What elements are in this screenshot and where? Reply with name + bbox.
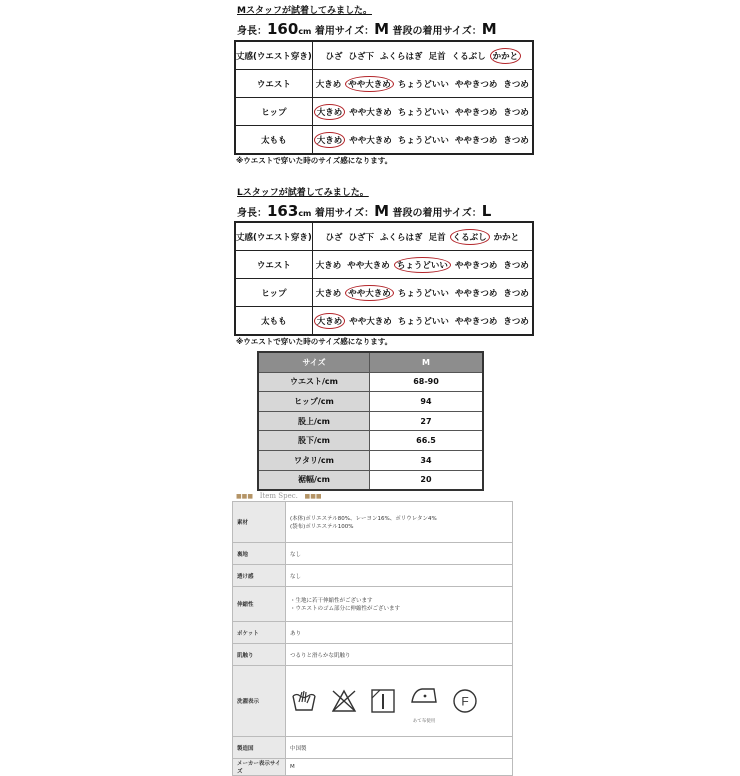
fit-row-label: 丈感(ウエスト穿き)	[235, 222, 312, 251]
fit-option: ややきつめ	[454, 79, 498, 90]
height-unit: cm	[298, 209, 312, 218]
fit-option: ちょうどいい	[397, 79, 449, 90]
size-row-value: 66.5	[370, 431, 484, 451]
fit-row-options	[312, 222, 533, 251]
fit-option: 足首	[428, 51, 446, 62]
size-header-cell: サイズ	[258, 352, 370, 372]
size-row	[258, 450, 483, 470]
fit-row-options	[312, 98, 533, 126]
fit-option: かかと	[493, 232, 520, 243]
fit-row	[235, 307, 533, 336]
fit-option: きつめ	[503, 107, 529, 118]
fit-option: ふくらはぎ	[380, 232, 423, 243]
size-row-value: 27	[370, 411, 484, 431]
spec-row	[233, 666, 513, 737]
size-row-label: ワタリ/cm	[258, 450, 370, 470]
fit-option-selected: 大きめ	[314, 104, 346, 120]
fit-option: きつめ	[503, 260, 529, 271]
spec-label: 製造国	[233, 737, 286, 759]
height-unit: cm	[298, 27, 312, 36]
fit-option: やや大きめ	[349, 107, 392, 118]
fit-option: ちょうどいい	[397, 107, 449, 118]
fit-row-options	[312, 126, 533, 155]
height-label: 身長：	[237, 208, 267, 219]
l-staff-stats	[237, 202, 491, 220]
fit-option: ふくらはぎ	[380, 51, 423, 62]
size-row	[258, 411, 483, 431]
spec-label: メーカー表示サイズ	[233, 759, 286, 776]
fit-option-selected: やや大きめ	[345, 76, 394, 92]
fit-row-label: ウエスト	[235, 70, 312, 98]
size-header-row	[258, 352, 483, 372]
fit-option: ややきつめ	[454, 135, 498, 146]
size-row-label: ウエスト/cm	[258, 372, 370, 392]
fit-option: 足首	[428, 232, 446, 243]
care-symbols	[290, 672, 508, 730]
spec-value: つるりと滑らかな肌触り	[286, 644, 513, 666]
usual-value: L	[481, 202, 492, 220]
spec-row	[233, 759, 513, 776]
spec-value: あり	[286, 622, 513, 644]
l-staff-fit-table	[234, 221, 534, 336]
iron-low-icon	[408, 684, 440, 706]
fit-row	[235, 222, 533, 251]
spec-row	[233, 502, 513, 543]
wear-label: 着用サイズ：	[314, 26, 375, 37]
fit-option: ひざ下	[348, 51, 375, 62]
fit-option-selected: 大きめ	[314, 313, 346, 329]
fit-row	[235, 98, 533, 126]
size-row	[258, 470, 483, 490]
size-row-label: 股下/cm	[258, 431, 370, 451]
care-caption: あて布使用	[412, 719, 436, 724]
fit-option-selected: かかと	[490, 48, 522, 64]
height-value: 163	[267, 202, 299, 220]
fit-option: 大きめ	[315, 260, 342, 271]
spec-row	[233, 587, 513, 622]
fit-option: やや大きめ	[349, 316, 392, 327]
fit-option: やや大きめ	[347, 260, 390, 271]
spec-row	[233, 565, 513, 587]
fit-row	[235, 126, 533, 155]
size-row-value: 20	[370, 470, 484, 490]
l-staff-heading: Lスタッフが試着してみました。	[237, 188, 369, 198]
spec-value: なし	[286, 565, 513, 587]
size-row	[258, 431, 483, 451]
spec-row	[233, 543, 513, 565]
fit-row-label: 太もも	[235, 126, 312, 155]
usual-label: 普段の着用サイズ：	[392, 26, 482, 37]
fit-option: ややきつめ	[454, 316, 498, 327]
spec-label: 肌触り	[233, 644, 286, 666]
spec-row	[233, 622, 513, 644]
no-bleach-icon	[330, 682, 358, 720]
fit-row-options	[312, 41, 533, 70]
size-row	[258, 392, 483, 412]
wear-label: 着用サイズ：	[314, 208, 375, 219]
spec-label: 伸縮性	[233, 587, 286, 622]
size-row-value: 94	[370, 392, 484, 412]
spec-label: 裏地	[233, 543, 286, 565]
fit-row-label: ウエスト	[235, 251, 312, 279]
fit-option: くるぶし	[451, 51, 486, 62]
height-label: 身長：	[237, 26, 267, 37]
fit-option: きつめ	[503, 79, 529, 90]
usual-value: M	[481, 20, 497, 38]
wear-value: M	[374, 202, 390, 220]
size-row-label: ヒップ/cm	[258, 392, 370, 412]
svg-text:F: F	[461, 694, 469, 709]
fit-option-selected: くるぶし	[450, 229, 490, 245]
spec-label: ポケット	[233, 622, 286, 644]
fit-row-label: ヒップ	[235, 98, 312, 126]
hand-wash-icon	[290, 682, 318, 720]
title-deco-icon: ■■■	[304, 493, 322, 500]
size-row-label: 股上/cm	[258, 411, 370, 431]
size-row	[258, 372, 483, 392]
spec-label: 素材	[233, 502, 286, 543]
spec-value: M	[286, 759, 513, 776]
fit-option: ややきつめ	[454, 260, 498, 271]
m-staff-note: ※ウエストで穿いた時のサイズ感になります。	[236, 156, 393, 165]
spec-value: ・生地に若干伸縮性がございます ・ウエストのゴム部分に伸縮性がございます	[286, 587, 513, 622]
size-table	[257, 351, 484, 491]
fit-option: ひざ	[325, 51, 343, 62]
fit-option: ひざ下	[348, 232, 375, 243]
fit-row	[235, 70, 533, 98]
spec-row	[233, 644, 513, 666]
fit-option-selected: やや大きめ	[345, 285, 394, 301]
m-staff-stats	[237, 20, 497, 38]
size-row-value: 34	[370, 450, 484, 470]
spec-value: なし	[286, 543, 513, 565]
fit-row-label: 丈感(ウエスト穿き)	[235, 41, 312, 70]
fit-row	[235, 41, 533, 70]
height-value: 160	[267, 20, 299, 38]
drip-dry-shade-icon	[370, 682, 396, 720]
fit-option: 大きめ	[315, 79, 342, 90]
m-staff-fit-table	[234, 40, 534, 155]
fit-option: ややきつめ	[454, 288, 498, 299]
fit-option: ややきつめ	[454, 107, 498, 118]
item-spec-label: Item Spec.	[259, 492, 298, 500]
m-staff-heading: Mスタッフが試着してみました。	[237, 6, 372, 16]
fit-option: きつめ	[503, 135, 529, 146]
item-spec-table	[232, 501, 513, 776]
fit-row-label: 太もも	[235, 307, 312, 336]
fit-option-selected: ちょうどいい	[394, 257, 451, 273]
size-row-label: 裾幅/cm	[258, 470, 370, 490]
fit-row	[235, 279, 533, 307]
item-spec-title	[236, 492, 322, 500]
fit-option: ちょうどいい	[397, 288, 449, 299]
spec-label: 透け感	[233, 565, 286, 587]
spec-value	[286, 666, 513, 737]
fit-row	[235, 251, 533, 279]
usual-label: 普段の着用サイズ：	[392, 208, 482, 219]
fit-option: ちょうどいい	[397, 316, 449, 327]
iron-low-group	[408, 672, 440, 730]
fit-row-options	[312, 251, 533, 279]
fit-row-options	[312, 279, 533, 307]
dry-clean-f-icon	[452, 682, 478, 720]
fit-option: ひざ	[325, 232, 343, 243]
fit-option: やや大きめ	[349, 135, 392, 146]
fit-option-selected: 大きめ	[314, 132, 346, 148]
fit-option: 大きめ	[315, 288, 342, 299]
wear-value: M	[374, 20, 390, 38]
fit-option: きつめ	[503, 316, 529, 327]
fit-option: きつめ	[503, 288, 529, 299]
fit-row-options	[312, 70, 533, 98]
fit-row-options	[312, 307, 533, 336]
spec-label: 洗濯表示	[233, 666, 286, 737]
spec-value: 中国製	[286, 737, 513, 759]
spec-value: (本体)ポリエステル80%、レーヨン16%、ポリウレタン4% (袋布)ポリエステル100%	[286, 502, 513, 543]
size-row-value: 68-90	[370, 372, 484, 392]
fit-row-label: ヒップ	[235, 279, 312, 307]
fit-option: ちょうどいい	[397, 135, 449, 146]
title-deco-icon: ■■■	[236, 493, 254, 500]
l-staff-note: ※ウエストで穿いた時のサイズ感になります。	[236, 337, 393, 346]
size-header-cell: M	[370, 352, 484, 372]
